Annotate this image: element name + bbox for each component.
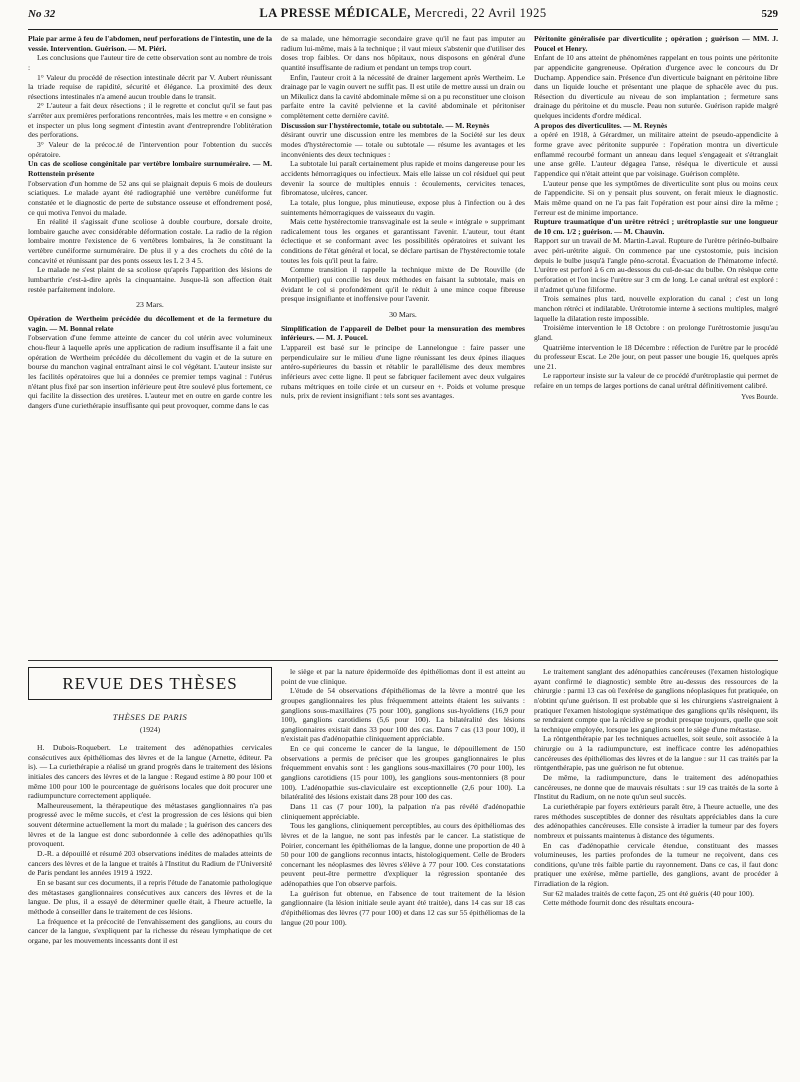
subsection-year: (1924): [139, 725, 161, 735]
paragraph: La röntgenthérapie par les techniques actuelles, soit seule, soit associée à la chirurgie ou à la radiumpuncture, est inefficace contre les adénopathies cancéreuses des épithéliomas des lèvres et de la langue : sur 11 cas traités par la röntgenthérapie, pas une guérison ne fut obtenue.: [534, 734, 778, 773]
section-heading: REVUE DES THÈSES: [28, 667, 272, 700]
paragraph: Quatrième intervention le 18 Décembre : réfection de l'urètre par le procédé du professeur Escat. Le 20e jour, on peut passer une bougie 16, quelques après une 21.: [534, 342, 778, 371]
paragraph: Troisième intervention le 18 Octobre : on prolonge l'urétrostomie jusqu'au gland.: [534, 323, 778, 342]
paragraph: L'appareil est basé sur le principe de Lannelongue : faire passer une perpendiculaire sur le milieu d'une ligne réunissant les deux épines iliaques antéro-supérieures du bassin et rétablir le parallélisme des deux membres inférieurs avec cette ligne. Il peut se fabriquer facilement avec deux vulgaires rubans métriques en toile cirée et un curseur en +. Poids et volume presque nuls, prix de revient insignifiant : tels sont ses avantages.: [281, 343, 525, 401]
article-title: Péritonite généralisée par diverticulite ; opération ; guérison — MM. J. Poucel et Henry.: [534, 34, 778, 53]
paragraph: le siège et par la nature épidermoïde des épithéliomas dont il est atteint au point de vue clinique.: [281, 667, 525, 686]
article-title: Opération de Wertheim précédée du décollement et de la fermeture du vagin. — M. Bonnal relate: [28, 314, 272, 333]
paragraph: Malheureusement, la thérapeutique des métastases ganglionnaires n'a pas progressé avec le même succès, et c'est la progression de ces lésions qui bien souvent détermine actuellement la mort du malade ; la guérison des cancers des lèvres et de la langue est donc subordonnée à celle des adénopathies qu'ils provoquent.: [28, 800, 272, 849]
journal-title: LA PRESSE MÉDICALE,: [259, 6, 411, 20]
paragraph: Rapport sur un travail de M. Martin-Laval. Rupture de l'urètre périnéo-bulbaire avec péri-urétrite aiguë. On commence par une cystostomie, puis incision depuis le bulbe jusqu'à l'angle péno-scrotal. Évacuation de l'hématome infecté. L'urètre est perforé à 6 cm au-dessous du cul-de-sac du bulbe. On résèque cette perforation et l'on incise l'urètre sur 3 cm de long. Le canal urétral est exploré : il n'admet qu'une filiforme.: [534, 236, 778, 294]
paragraph: Le malade ne s'est plaint de sa scoliose qu'après l'apparition des lésions de lumbarthrie c'est-à-dire après la cinquantaine. Jusque-là son affection était restée parfaitement indolore.: [28, 265, 272, 294]
paragraph: 1° Valeur du procédé de résection intestinale décrit par V. Aubert réunissant la triade requise de rapidité, sécurité et élégance. La proximité des deux résections intestinales n'a amené aucun trouble dans le transit.: [28, 72, 272, 101]
paragraph: H. Dubois-Roquebert. Le traitement des adénopathies cervicales consécutives aux épithéliomas des lèvres et de la langue (Arnette, éditeur. Pa is). — La curiethérapie a réalisé un grand progrès dans le traitement des lésions initiales des cancers des lèvres et de la langue : Regaud estime à 80 pour 100 et même 100 pour 100 le pourcentage de guérisons locales que doit procurer une radiumpuncture correctement appliquée.: [28, 743, 272, 801]
paragraph: La curiethérapie par foyers extérieurs paraît être, à l'heure actuelle, une des rares méthodes susceptibles de donner des résultats appréciables dans la cure des adénopathies cancéreuses. Elle consiste à irradier la tumeur par des foyers nombreux et puissants maintenus à distance des téguments.: [534, 801, 778, 840]
page-header: [28, 6, 778, 30]
society-report-section: [28, 30, 778, 658]
session-date: 30 Mars.: [389, 309, 417, 319]
paragraph: a opéré en 1918, à Gérardmer, un militaire atteint de pseudo-appendicite à forme grave avec péritonite suppurée : l'opération montra un diverticule enflammé recourbé formant un anneau dans lequel s'engageait et s'étranglait une anse grêle. L'auteur dégagea l'anse, réséqua le diverticule et aussi l'appendice qui n'était atteint que par voisinage. Guérison complète.: [534, 130, 778, 178]
paragraph: Trois semaines plus tard, nouvelle exploration du canal ; c'est un long manchon rétréci et indilatable. Urétrotomie interne à sections multiples, malgré laquelle la dilatation reste impossible.: [534, 294, 778, 323]
paragraph: 3° Valeur de la précoc.té de l'intervention pour l'obtention du succès opératoire.: [28, 140, 272, 159]
column-3: [534, 34, 778, 411]
review-column-2: [281, 667, 525, 945]
paragraph: 2° L'auteur a fait deux résections ; il le regrette et conclut qu'il se faut pas s'arrêter aux premières perforations rencontrées, mais les mettre « en consigne » et inspecter un plus long segment d'intestin avant d'entreprendre l'oblitération des perforations.: [28, 101, 272, 140]
thesis-review-section: [28, 667, 778, 945]
paragraph: l'observation d'un homme de 52 ans qui se plaignait depuis 6 mois de douleurs sciatiques. Le malade ayant été radiographié une vertèbre cunéiforme fut constatée et le diagnostic de perte de substance osseuse et effondrement posé, ce qui motiva l'envoi du malade.: [28, 178, 272, 217]
paragraph: En cas d'adénopathie cervicale étendue, constituant des masses volumineuses, les parties profondes de la tumeur ne reçoivent, dans ces conditions, qu'une très faible partie du rayonnement. Dans ce cas, il faut donc pratiquer une exérèse, même partielle, des ganglions, avant de procéder à l'irradiation de la région.: [534, 840, 778, 889]
article-title: Rupture traumatique d'un urètre rétréci ; urétroplastie sur une longueur de 10 cm. 1/2 ; guérison. — M. Chauvin.: [534, 217, 778, 236]
article-title: Simplification de l'appareil de Delbet pour la mensuration des membres inférieurs. — M. J. Poucel.: [281, 323, 525, 343]
article-title: A propos des diverticulites. — M. Reynès: [534, 120, 668, 130]
paragraph: Dans 11 cas (7 pour 100), la palpation n'a pas révélé d'adénopathie cliniquement appréciable.: [281, 801, 525, 821]
subsection-heading: THÈSES DE PARIS: [112, 711, 188, 722]
article-title: Plaie par arme à feu de l'abdomen, neuf perforations de l'intestin, une de la vessie. Intervention. Guérison. — M. Piéri.: [28, 34, 272, 53]
paragraph: En ce qui concerne le cancer de la langue, le dépouillement de 150 observations a permis de préciser que les groupes ganglionnaires le plus fréquemment envahis sont : les ganglions sous-maxillaires (70 pour 100), les ganglions carotidiens (15 pour 100), les ganglions sous-mentonniers (8 pour 100). L'adénopathie sus-claviculaire est exceptionnelle (2,6 pour 100). La bilatéralité des lésions existait dans 28 pour 100 des cas.: [281, 744, 525, 802]
review-column-3: [534, 667, 778, 945]
paragraph: Le rapporteur insiste sur la valeur de ce procédé d'urétroplastie qui permet de refaire en un temps de larges portions de canal urétral définitivement calibré.: [534, 371, 778, 391]
masthead: [259, 6, 546, 21]
column-2: [281, 34, 525, 411]
paragraph: D.-R. a dépouillé et résumé 203 observations inédites de malades atteints de cancers des lèvres et de la langue et traités à l'Institut du Radium de l'Université de Paris pendant les années 1919 à 1922.: [28, 849, 272, 878]
paragraph: désirant ouvrir une discussion entre les membres de la Société sur les deux modes d'hystérectomie — totale ou subtotale — résume les avantages et les inconvénients des deux techniques :: [281, 130, 525, 159]
issue-number: No 32: [28, 8, 56, 20]
paragraph: La subtotale lui paraît certainement plus rapide et moins dangereuse pour les accidents hémorragiques ou infectieux. Mais elle laisse un col résiduel qui peut devenir la source de multiples ennuis : écoulements, cervicites tenaces, fibromatose, ulcères, cancer.: [281, 159, 525, 198]
article-title: Un cas de scoliose congénitale par vertèbre lombaire surnuméraire. — M. Rottenstein présente: [28, 159, 272, 178]
paragraph: Les conclusions que l'auteur tire de cette observation sont au nombre de trois :: [28, 53, 272, 72]
paragraph: La guérison fut obtenue, en l'absence de tout traitement de la lésion ganglionnaire (la lésion initiale seule ayant été traitée), dans 14 cas sur 18 cas d'épithéliomas des lèvres (77 pour 100) et dans 12 cas sur 55 épithéliomas de la langue (20 pour 100).: [281, 888, 525, 927]
paragraph: l'observation d'une femme atteinte de cancer du col utérin avec volumineux chou-fleur à laquelle après une application de radium insuffisante il a fait une opération de Wertheim précédée du décollement du vagin et de la suture en bourse du manchon vaginal entraînant ainsi le col végétant. L'auteur insiste sur les facilités opératoires que lui a données ce premier temps vaginal : l'utérus n'étant plus fixé par son insertion inférieure peut être soulevé plus fortement, ce qui facilite la dissection des uretères. L'auteur met en outre en garde contre les dangers d'une curiethérapie insuffisante qui peut provoquer, comme dans le cas: [28, 333, 272, 410]
paragraph: Cette méthode fournit donc des résultats encoura-: [543, 898, 694, 908]
paragraph: de sa malade, une hémorragie secondaire grave qu'il ne faut pas imputer au radium lui-même, mais à la technique ; il vaut mieux s'abstenir que d'utiliser des doses trop faibles. Or dans nos hôpitaux, nous disposons en général d'une quantité insuffisante de radium et pendant un temps trop court.: [281, 34, 525, 72]
paragraph: En se basant sur ces documents, il a repris l'étude de l'anatomie pathologique des métastases ganglionnaires consécutives aux cancers des lèvres et de la langue. De plus, il a essayé de déterminer quelle était, à l'heure actuelle, la méthode à conseiller dans le traitement de ces lésions.: [28, 877, 272, 916]
page-number: 529: [761, 8, 778, 20]
newspaper-page: [28, 6, 778, 1076]
paragraph: Tous les ganglions, cliniquement perceptibles, au cours des épithéliomas des lèvres et de la langue, ne sont pas infestés par le cancer. La statistique de Poirier, concernant les épithéliomas de la langue, donne une proportion de 40 à 50 pour 100 de ganglions reconnus intacts, histologiquement. Celle de Broders concernant les néoplasmes des lèvres s'élève à 77 pour 100. Ces constatations peuvent peut-être permettre d'expliquer la régression spontanée des adénopathies que l'on observe parfois.: [281, 821, 525, 889]
session-date: 23 Mars.: [136, 300, 164, 310]
paragraph: Enfant de 10 ans atteint de phénomènes rappelant en tous points une péritonite par appendicite gangreneuse. Opération d'urgence avec le concours du Dr Duchamp. Appendice sain. Présence d'un diverticule baignant en péritoine libre dans un liquide louche et présentant une plaque de sphacèle avec du pus. Résection du diverticule au niveau de son implantation ; fermeture sans drainage du péritoine et du muscle. Peau non suturée. Guérison rapide malgré quelques incidents d'ordre médical.: [534, 53, 778, 121]
paragraph: De même, la radiumpuncture, dans le traitement des adénopathies cancéreuses, ne donne que de mauvais résultats : sur 19 cas traités de la sorte à l'Institut du Radium, on ne note qu'un seul succès.: [534, 773, 778, 802]
section-divider: [28, 660, 778, 661]
paragraph: Mais cette hystérectomie transvaginale est la seule « intégrale » supprimant radicalement tous les organes et garantissant l'avenir. L'auteur, tout étant éclectique et se conformant avec les possibilités opératoires et suivant les conditions de l'état général et local, se déclare partisan de l'hystérectomie totale toutes les fois qu'il peut la faire.: [281, 217, 525, 265]
article-title: Discussion sur l'hystérectomie, totale ou subtotale. — M. Reynès: [281, 120, 490, 130]
paragraph: En réalité il s'agissait d'une scoliose à double courbure, dorsale droite, lombaire gauche avec considérable déformation costale. La radio de la région lombaire montre l'existence de 6 vertèbres lombaires, la 3e constituant la vertèbre cunéiforme surnuméraire. De plus il y a des crochets du côté de la concavité et réunissant par des ponts osseux les L 2 3 4 5.: [28, 217, 272, 265]
paragraph: L'étude de 54 observations d'épithéliomas de la lèvre a montré que les groupes ganglionnaires les plus fréquemment atteints étaient les suivants : ganglions sous-maxillaires (75 pour 100), ganglions sus-hyoïdiens (16,9 pour 100), ganglions carotidiens (5,6 pour 100). La bilatéralité des lésions ganglionnaires existait dans 33 pour 100 des cas. Dans 7 cas (13 pour 100), il n'existait pas d'adénopathie cliniquement appréciable.: [281, 686, 525, 744]
paragraph: Le traitement sanglant des adénopathies cancéreuses (l'examen histologique ayant confirmé le diagnostic) semble être au-dessus des ressources de la chirurgie : parmi 13 cas où l'exérèse de ganglions néoplasiques fut pratiquée, on n'obtint qu'une guérison. Il est probable que si les chirurgiens s'astreignaient à pratiquer l'examen histologique systématique des ganglions qu'ils résèquent, ils se rendraient compte que la récidive se produit presque toujours, quelle que soit la technique employée, lorsque les ganglions sont le siège d'une métastase.: [534, 667, 778, 734]
column-1: [28, 34, 272, 411]
paragraph: L'auteur pense que les symptômes de diverticulite sont plus ou moins ceux de l'appendicite. Si on y pensait plus souvent, on ferait mieux le diagnostic. Mais même quand on ne l'a pas fait l'opération est pour ainsi dire la même ; l'erreur est de minime importance.: [534, 178, 778, 217]
paragraph: Sur 62 malades traités de cette façon, 25 ont été guéris (40 pour 100).: [543, 888, 755, 898]
review-column-1: [28, 667, 272, 945]
paragraph: Comme transition il rappelle la technique mixte de De Rouville (de Montpellier) qui concilie les deux méthodes en faisant la subtotale, mais en évidant le col si profondément qu'il le réduit à une mince coque fibreuse presque insignifiante et inoffensive pour l'avenir.: [281, 265, 525, 304]
signature: Yves Bourde.: [741, 393, 778, 401]
issue-date: Mercredi, 22 Avril 1925: [414, 6, 547, 20]
paragraph: Enfin, l'auteur croit à la nécessité de drainer largement après Wertheim. Le drainage par le vagin ouvert ne suffit pas. Il est utile de mettre aussi un drain ou un Mikulicz dans la cavité abdominale même si on a pu reconstituer une cloison parfaite entre la cavité pelvienne et la cavité abdominale et péritoniser complètement cette dernière cavité.: [281, 72, 525, 121]
paragraph: La totale, plus longue, plus minutieuse, expose plus à l'infection ou à des suintements hémorragiques de vaisseaux du vagin.: [281, 197, 525, 217]
paragraph: La fréquence et la précocité de l'envahissement des ganglions, au cours du cancer de la langue, s'expliquent par la richesse du réseau lymphatique de cet organe, par les mouvements incessants dont il est: [28, 916, 272, 945]
